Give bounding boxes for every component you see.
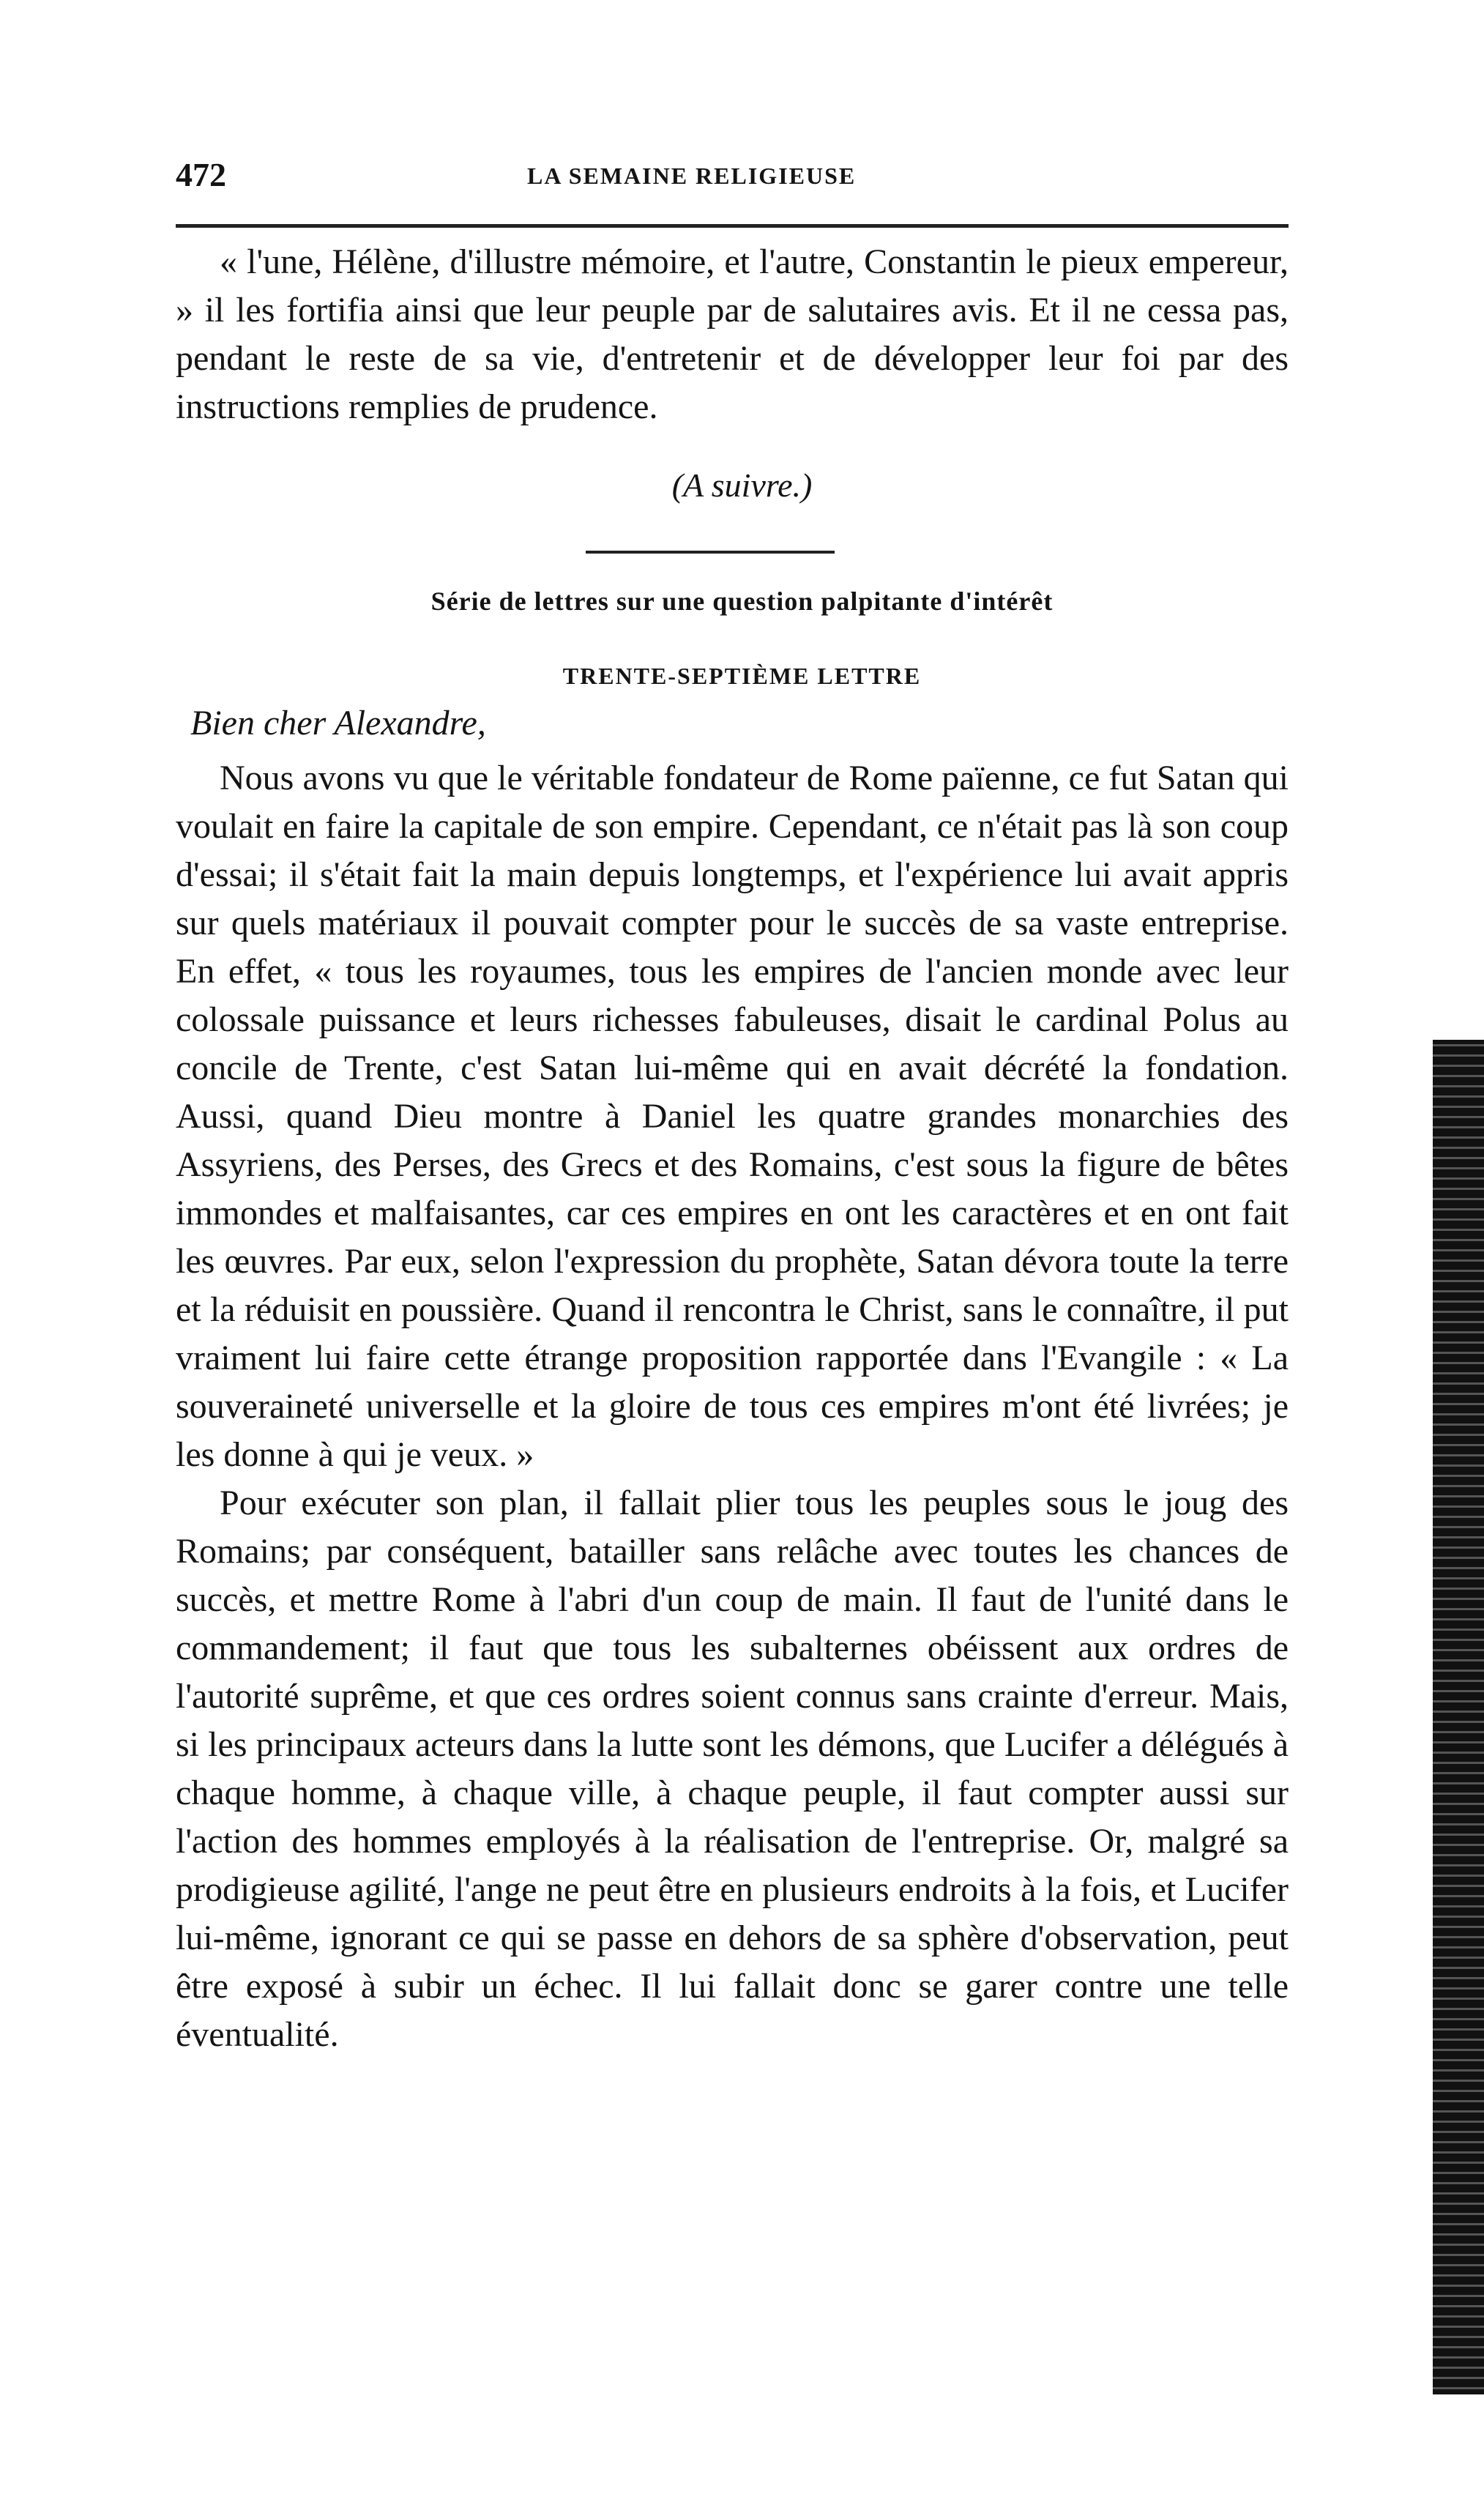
continued-paragraph: « l'une, Hélène, d'illustre mémoire, et l'autre, Constantin le pieux empereur, » il les fortifia ainsi que leur peuple par de salutaires avis. Et il ne cessa pas, pendant le reste de sa vie, d'entretenir et de développer leur foi par des instructions remplies de prudence. [176,242,1289,426]
letter-title: TRENTE-SEPTIÈME LETTRE [562,663,922,689]
section-divider [586,551,835,554]
page-number: 472 [176,156,226,193]
letter-body [176,754,1289,2059]
to-be-continued-note: (A suivre.) [671,466,813,504]
continued-text-block [176,238,1289,431]
series-title: Série de lettres sur une question palpitante d'intérêt [430,587,1054,616]
scan-edge-shadow [1433,1040,1484,2394]
header-rule [176,224,1289,228]
salutation: Bien cher Alexandre, [190,704,486,742]
page-header [176,155,1296,199]
body-paragraph-1: Nous avons vu que le véritable fondateur de Rome païenne, ce fut Satan qui voulait en faire la capitale de son empire. Cependant, ce n'était pas là son coup d'essai; il s'était fait la main depuis longtemps, et l'expérience lui avait appris sur quels matériaux il pouvait compter pour le succès de sa vaste entreprise. En effet, « tous les royaumes, tous les empires de l'ancien monde avec leur colossale puissance et leurs richesses fabuleuses, disait le cardinal Polus au concile de Trente, c'est Satan lui-même qui en avait décrété la fondation. Aussi, quand Dieu montre à Daniel les quatre grandes monarchies des Assyriens, des Perses, des Grecs et des Romains, c'est sous la figure de bêtes immondes et malfaisantes, car ces empires en ont les caractères et en ont fait les œuvres. Par eux, selon l'expression du prophète, Satan dévora toute la terre et la réduisit en poussière. Quand il rencontra le Christ, sans le connaître, il put vraiment lui faire cette étrange proposition rapportée dans l'Evangile : « La souveraineté universelle et la gloire de tous ces empires m'ont été livrées; je les donne à qui je veux. » [176,759,1289,1474]
body-paragraph-2: Pour exécuter son plan, il fallait plier tous les peuples sous le joug des Romains; par conséquent, batailler sans relâche avec toutes les chances de succès, et mettre Rome à l'abri d'un coup de main. Il faut de l'unité dans le commandement; il faut que tous les subalternes obéissent aux ordres de l'autorité suprême, et que ces ordres soient connus sans crainte d'erreur. Mais, si les principaux acteurs dans la lutte sont les démons, que Lucifer a délégués à chaque homme, à chaque ville, à chaque peuple, il faut compter aussi sur l'action des hommes employés à la réalisation de l'entreprise. Or, malgré sa prodigieuse agilité, l'ange ne peut être en plusieurs endroits à la fois, et Lucifer lui-même, ignorant ce qui se passe en dehors de sa sphère d'observation, peut être exposé à subir un échec. Il lui fallait donc se garer contre une telle éventualité. [176,1484,1289,2054]
running-title: LA SEMAINE RELIGIEUSE [527,163,857,189]
